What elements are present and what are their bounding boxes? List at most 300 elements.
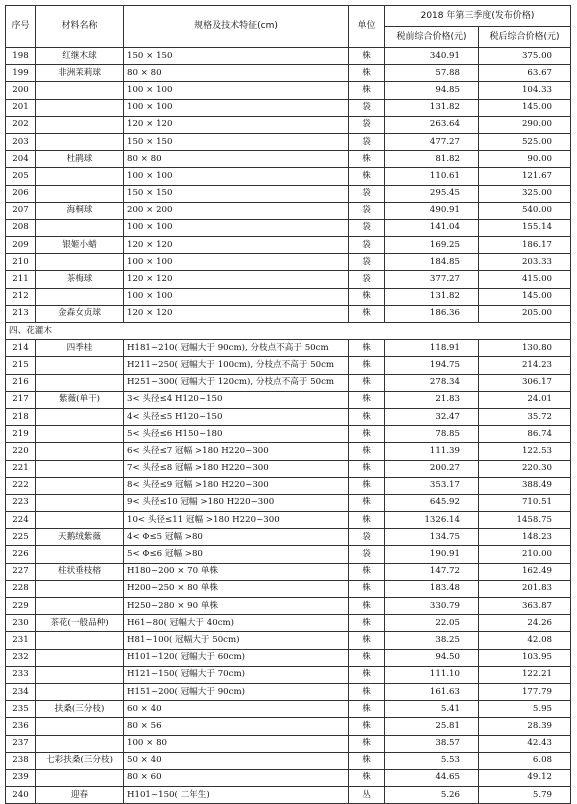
table-row [6,391,571,408]
cell-spec: 100 × 80 [124,735,349,752]
cell-post-tax-price: 415.00 [479,271,571,288]
cell-unit: 株 [349,357,385,374]
cell-material-name [36,649,124,666]
table-row [6,787,571,804]
cell-post-tax-price: 155.14 [479,219,571,236]
cell-post-tax-price: 130.80 [479,340,571,357]
cell-no: 200 [6,82,36,99]
cell-spec: 5< Φ≤6 冠幅 >80 [124,546,349,563]
cell-post-tax-price: 121.67 [479,168,571,185]
cell-post-tax-price: 86.74 [479,426,571,443]
cell-unit: 袋 [349,185,385,202]
cell-pre-tax-price: 645.92 [385,494,479,511]
cell-no: 210 [6,254,36,271]
cell-spec: 80 × 60 [124,769,349,786]
cell-pre-tax-price: 183.48 [385,580,479,597]
cell-unit: 株 [349,151,385,168]
header-pre-tax: 税前综合价格(元) [385,27,479,48]
cell-spec: 150 × 150 [124,133,349,150]
table-row [6,443,571,460]
table-row [6,494,571,511]
cell-pre-tax-price: 477.27 [385,133,479,150]
cell-pre-tax-price: 94.50 [385,649,479,666]
cell-unit: 株 [349,65,385,82]
cell-pre-tax-price: 147.72 [385,563,479,580]
cell-unit: 株 [349,426,385,443]
cell-pre-tax-price: 25.81 [385,718,479,735]
cell-unit: 株 [349,649,385,666]
cell-post-tax-price: 363.87 [479,598,571,615]
cell-pre-tax-price: 1326.14 [385,512,479,529]
cell-spec: 60 × 40 [124,701,349,718]
cell-pre-tax-price: 44.65 [385,769,479,786]
cell-unit: 株 [349,512,385,529]
cell-pre-tax-price: 111.39 [385,443,479,460]
cell-material-name [36,116,124,133]
cell-spec: 100 × 100 [124,288,349,305]
cell-post-tax-price: 177.79 [479,683,571,700]
table-row [6,512,571,529]
table-row [6,357,571,374]
table-row [6,116,571,133]
cell-pre-tax-price: 263.64 [385,116,479,133]
cell-spec: 4< 头径≤5 H120~150 [124,408,349,425]
table-row [6,151,571,168]
cell-pre-tax-price: 186.36 [385,305,479,322]
cell-material-name [36,426,124,443]
cell-no: 240 [6,787,36,804]
cell-material-name: 紫薇(单干) [36,391,124,408]
cell-spec: 150 × 150 [124,48,349,65]
cell-post-tax-price: 6.08 [479,752,571,769]
cell-post-tax-price: 306.17 [479,374,571,391]
cell-no: 239 [6,769,36,786]
cell-spec: 8< 头径≤9 冠幅 >180 H220~300 [124,477,349,494]
cell-spec: H251~300( 冠幅大于 120cm), 分枝点不高于 50cm [124,374,349,391]
cell-pre-tax-price: 353.17 [385,477,479,494]
header-unit: 单位 [349,6,385,48]
cell-post-tax-price: 1458.75 [479,512,571,529]
cell-post-tax-price: 42.08 [479,632,571,649]
cell-post-tax-price: 103.95 [479,649,571,666]
cell-post-tax-price: 214.23 [479,357,571,374]
header-spec: 规格及技术特征(cm) [124,6,349,48]
cell-material-name [36,219,124,236]
table-row [6,340,571,357]
table-row [6,546,571,563]
cell-material-name: 非洲茉莉球 [36,65,124,82]
header-period: 2018 年第三季度(发布价格) [385,6,571,27]
cell-spec: H250~280 × 90 单株 [124,598,349,615]
cell-unit: 袋 [349,254,385,271]
cell-material-name [36,357,124,374]
cell-material-name: 迎春 [36,787,124,804]
cell-post-tax-price: 525.00 [479,133,571,150]
cell-spec: H81~100( 冠幅大于 50cm) [124,632,349,649]
cell-material-name: 金森女贞球 [36,305,124,322]
cell-pre-tax-price: 278.34 [385,374,479,391]
cell-spec: 100 × 100 [124,168,349,185]
table-row [6,718,571,735]
cell-pre-tax-price: 194.75 [385,357,479,374]
cell-pre-tax-price: 94.85 [385,82,479,99]
cell-pre-tax-price: 5.53 [385,752,479,769]
cell-spec: 80 × 80 [124,65,349,82]
cell-unit: 株 [349,683,385,700]
cell-unit: 株 [349,735,385,752]
table-row [6,426,571,443]
cell-material-name [36,494,124,511]
cell-pre-tax-price: 141.04 [385,219,479,236]
cell-unit: 株 [349,460,385,477]
cell-unit: 株 [349,632,385,649]
cell-pre-tax-price: 169.25 [385,237,479,254]
table-row [6,219,571,236]
cell-no: 203 [6,133,36,150]
table-row [6,735,571,752]
cell-post-tax-price: 42.43 [479,735,571,752]
cell-pre-tax-price: 110.61 [385,168,479,185]
table-body [6,48,571,804]
cell-post-tax-price: 145.00 [479,99,571,116]
cell-spec: 9< 头径≤10 冠幅 >180 H220~300 [124,494,349,511]
cell-unit: 袋 [349,237,385,254]
cell-no: 211 [6,271,36,288]
cell-material-name [36,477,124,494]
cell-no: 221 [6,460,36,477]
cell-no: 215 [6,357,36,374]
cell-post-tax-price: 375.00 [479,48,571,65]
cell-post-tax-price: 162.49 [479,563,571,580]
table-row [6,632,571,649]
cell-unit: 袋 [349,99,385,116]
cell-post-tax-price: 205.00 [479,305,571,322]
table-row [6,271,571,288]
cell-spec: 80 × 56 [124,718,349,735]
table-row [6,99,571,116]
cell-post-tax-price: 220.30 [479,460,571,477]
cell-no: 213 [6,305,36,322]
cell-post-tax-price: 90.00 [479,151,571,168]
cell-material-name [36,718,124,735]
cell-post-tax-price: 210.00 [479,546,571,563]
cell-post-tax-price: 104.33 [479,82,571,99]
cell-material-name [36,580,124,597]
cell-pre-tax-price: 111.10 [385,666,479,683]
cell-unit: 袋 [349,529,385,546]
cell-post-tax-price: 122.53 [479,443,571,460]
cell-post-tax-price: 5.79 [479,787,571,804]
cell-no: 227 [6,563,36,580]
table-row [6,237,571,254]
cell-post-tax-price: 203.33 [479,254,571,271]
table-row [6,65,571,82]
cell-unit: 株 [349,408,385,425]
cell-post-tax-price: 145.00 [479,288,571,305]
cell-no: 209 [6,237,36,254]
cell-pre-tax-price: 184.85 [385,254,479,271]
table-row [6,82,571,99]
cell-material-name [36,82,124,99]
cell-spec: H151~200( 冠幅大于 90cm) [124,683,349,700]
cell-no: 224 [6,512,36,529]
cell-no: 234 [6,683,36,700]
cell-no: 201 [6,99,36,116]
cell-material-name [36,632,124,649]
cell-no: 222 [6,477,36,494]
cell-spec: 50 × 40 [124,752,349,769]
cell-post-tax-price: 24.26 [479,615,571,632]
cell-spec: 100 × 100 [124,82,349,99]
cell-unit: 株 [349,288,385,305]
table-row [6,305,571,322]
cell-spec: H181~210( 冠幅大于 90cm), 分枝点不高于 50cm [124,340,349,357]
cell-unit: 株 [349,477,385,494]
cell-post-tax-price: 540.00 [479,202,571,219]
cell-material-name [36,666,124,683]
header-no: 序号 [6,6,36,48]
table-row [6,769,571,786]
cell-pre-tax-price: 161.63 [385,683,479,700]
cell-pre-tax-price: 490.91 [385,202,479,219]
price-table-container [5,5,571,804]
cell-pre-tax-price: 5.26 [385,787,479,804]
cell-pre-tax-price: 22.05 [385,615,479,632]
cell-pre-tax-price: 78.85 [385,426,479,443]
cell-no: 226 [6,546,36,563]
cell-no: 202 [6,116,36,133]
cell-post-tax-price: 49.12 [479,769,571,786]
cell-post-tax-price: 325.00 [479,185,571,202]
cell-no: 229 [6,598,36,615]
cell-unit: 株 [349,752,385,769]
table-row [6,408,571,425]
table-row [6,48,571,65]
table-row [6,683,571,700]
cell-post-tax-price: 122.21 [479,666,571,683]
table-row [6,254,571,271]
cell-material-name [36,769,124,786]
cell-spec: H121~150( 冠幅大于 70cm) [124,666,349,683]
cell-spec: 3< 头径≤4 H120~150 [124,391,349,408]
table-row [6,563,571,580]
cell-spec: 120 × 120 [124,116,349,133]
section-row [6,323,571,340]
cell-unit: 株 [349,598,385,615]
cell-unit: 株 [349,168,385,185]
cell-material-name [36,443,124,460]
cell-pre-tax-price: 340.91 [385,48,479,65]
cell-material-name [36,598,124,615]
cell-no: 238 [6,752,36,769]
cell-spec: 120 × 120 [124,271,349,288]
cell-material-name [36,408,124,425]
header-name: 材料名称 [36,6,124,48]
cell-unit: 株 [349,563,385,580]
cell-unit: 株 [349,769,385,786]
cell-pre-tax-price: 57.88 [385,65,479,82]
cell-material-name: 银姬小蜡 [36,237,124,254]
cell-spec: 100 × 100 [124,254,349,271]
cell-material-name [36,683,124,700]
cell-pre-tax-price: 81.82 [385,151,479,168]
table-row [6,477,571,494]
table-row [6,649,571,666]
cell-material-name [36,168,124,185]
cell-no: 225 [6,529,36,546]
cell-no: 206 [6,185,36,202]
cell-post-tax-price: 201.83 [479,580,571,597]
cell-unit: 丛 [349,787,385,804]
cell-material-name [36,99,124,116]
cell-material-name: 茶花(一般品种) [36,615,124,632]
cell-material-name [36,288,124,305]
table-row [6,168,571,185]
cell-material-name [36,735,124,752]
cell-spec: 120 × 120 [124,237,349,254]
cell-no: 223 [6,494,36,511]
cell-material-name [36,254,124,271]
cell-pre-tax-price: 131.82 [385,288,479,305]
cell-spec: H200~250 × 80 单株 [124,580,349,597]
cell-unit: 株 [349,701,385,718]
cell-spec: 150 × 150 [124,185,349,202]
cell-no: 231 [6,632,36,649]
cell-spec: 100 × 100 [124,219,349,236]
cell-no: 198 [6,48,36,65]
cell-unit: 株 [349,580,385,597]
cell-pre-tax-price: 377.27 [385,271,479,288]
cell-pre-tax-price: 118.91 [385,340,479,357]
cell-pre-tax-price: 38.57 [385,735,479,752]
cell-pre-tax-price: 330.79 [385,598,479,615]
cell-unit: 株 [349,615,385,632]
cell-unit: 株 [349,718,385,735]
header-post-tax: 税后综合价格(元) [479,27,571,48]
cell-no: 236 [6,718,36,735]
cell-no: 205 [6,168,36,185]
cell-no: 208 [6,219,36,236]
cell-pre-tax-price: 38.25 [385,632,479,649]
cell-no: 232 [6,649,36,666]
table-row [6,615,571,632]
cell-unit: 株 [349,391,385,408]
cell-no: 216 [6,374,36,391]
cell-no: 228 [6,580,36,597]
cell-no: 207 [6,202,36,219]
cell-no: 218 [6,408,36,425]
cell-unit: 袋 [349,546,385,563]
cell-material-name: 天鹅绒紫薇 [36,529,124,546]
cell-unit: 株 [349,374,385,391]
cell-pre-tax-price: 295.45 [385,185,479,202]
cell-unit: 株 [349,666,385,683]
cell-spec: 10< 头径≤11 冠幅 >180 H220~300 [124,512,349,529]
cell-spec: H180~200 × 70 单株 [124,563,349,580]
table-row [6,202,571,219]
cell-material-name: 杜鹃球 [36,151,124,168]
cell-no: 219 [6,426,36,443]
section-title: 四、花灌木 [6,323,571,340]
table-row [6,185,571,202]
cell-material-name: 四季桂 [36,340,124,357]
table-row [6,460,571,477]
table-row [6,580,571,597]
cell-material-name [36,185,124,202]
cell-post-tax-price: 186.17 [479,237,571,254]
cell-no: 204 [6,151,36,168]
table-row [6,133,571,150]
cell-material-name: 扶桑(三分枝) [36,701,124,718]
table-row [6,701,571,718]
cell-unit: 株 [349,305,385,322]
table-row [6,752,571,769]
price-table [5,5,571,804]
cell-material-name: 柱状垂枝榕 [36,563,124,580]
cell-material-name [36,546,124,563]
cell-material-name [36,512,124,529]
cell-unit: 袋 [349,116,385,133]
cell-material-name: 海桐球 [36,202,124,219]
cell-spec: 5< 头径≤6 H150~180 [124,426,349,443]
cell-unit: 袋 [349,133,385,150]
cell-no: 217 [6,391,36,408]
cell-spec: H101~120( 冠幅大于 60cm) [124,649,349,666]
cell-no: 235 [6,701,36,718]
table-row [6,666,571,683]
table-row [6,374,571,391]
cell-spec: H61~80( 冠幅大于 40cm) [124,615,349,632]
cell-material-name [36,374,124,391]
cell-no: 212 [6,288,36,305]
cell-unit: 株 [349,340,385,357]
cell-unit: 袋 [349,202,385,219]
cell-no: 220 [6,443,36,460]
cell-spec: H211~250( 冠幅大于 100cm), 分枝点不高于 50cm [124,357,349,374]
cell-post-tax-price: 148.23 [479,529,571,546]
cell-unit: 袋 [349,271,385,288]
cell-pre-tax-price: 32.47 [385,408,479,425]
cell-no: 230 [6,615,36,632]
cell-unit: 株 [349,494,385,511]
cell-no: 237 [6,735,36,752]
cell-material-name [36,460,124,477]
cell-pre-tax-price: 5.41 [385,701,479,718]
cell-spec: H101~150( 二年生) [124,787,349,804]
cell-material-name: 茶梅球 [36,271,124,288]
cell-spec: 120 × 120 [124,305,349,322]
cell-post-tax-price: 5.95 [479,701,571,718]
cell-pre-tax-price: 200.27 [385,460,479,477]
cell-material-name: 七彩扶桑(三分枝) [36,752,124,769]
cell-unit: 袋 [349,219,385,236]
cell-no: 199 [6,65,36,82]
cell-unit: 株 [349,443,385,460]
cell-post-tax-price: 63.67 [479,65,571,82]
table-row [6,288,571,305]
cell-pre-tax-price: 134.75 [385,529,479,546]
table-row [6,529,571,546]
cell-no: 214 [6,340,36,357]
cell-material-name: 红继木球 [36,48,124,65]
cell-post-tax-price: 290.00 [479,116,571,133]
cell-post-tax-price: 24.01 [479,391,571,408]
cell-spec: 4< Φ≤5 冠幅 >80 [124,529,349,546]
cell-spec: 80 × 80 [124,151,349,168]
cell-pre-tax-price: 131.82 [385,99,479,116]
cell-spec: 100 × 100 [124,99,349,116]
cell-spec: 6< 头径≤7 冠幅 >180 H220~300 [124,443,349,460]
